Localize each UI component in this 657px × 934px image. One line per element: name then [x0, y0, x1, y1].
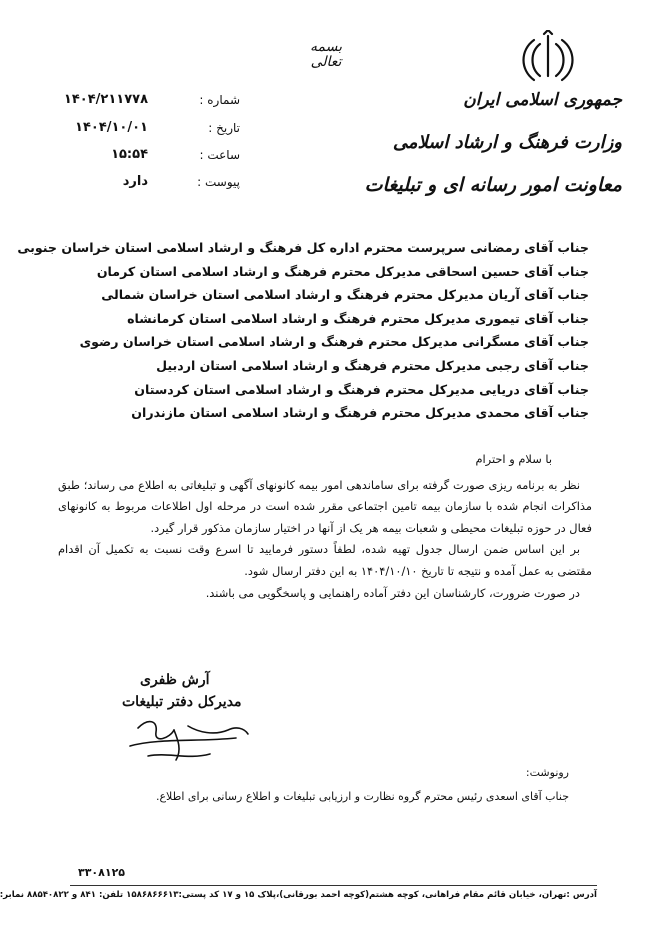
meta-date — [60, 121, 240, 141]
reference-number: ۳۳۰۸۱۲۵ — [78, 866, 125, 879]
recipient: جناب آقای تیموری مدیرکل محترم فرهنگ و ارشاد اسلامی استان کرمانشاه — [127, 310, 589, 326]
recipient: جناب آقای رمضانی سرپرست محترم اداره کل فرهنگ و ارشاد اسلامی استان خراسان جنوبی — [17, 240, 589, 255]
org-line-country: جمهوری اسلامی ایران — [463, 90, 622, 110]
recipient: جناب آقای حسین اسحاقی مدیرکل محترم فرهنگ و ارشاد اسلامی استان کرمان — [96, 263, 589, 279]
iran-emblem-icon — [510, 30, 586, 90]
footer-address: آدرس :تهران، خیابان قائم مقام فراهانی، کوچه هشتم(کوچه احمد بورقانی)،پلاک ۱۵ و ۱۷ کد پستی:۱۵۸۶۸۶۶۶۱۳ تلفن: ۸۴۱ و ۸۸۵۴۰۸۲۲ نمابر: — [0, 890, 597, 900]
paragraph: بر این اساس ضمن ارسال جدول تهیه شده، لطفاً دستور فرمایید تا اسرع وقت نسبت به تکمیل آن اقدام مقتضی به عمل آمده و نتیجه تا تاریخ ۱۴۰۴/۱۰/۱۰ به این دفتر ارسال شود. — [58, 542, 592, 578]
letter-body — [58, 449, 592, 604]
cc-recipient: جناب آقای اسعدی رئیس محترم گروه نظارت و ارزیابی تبلیغات و اطلاع رسانی برای اطلاع. — [156, 790, 569, 803]
footer-divider — [70, 885, 597, 886]
time-value: ۱۵:۵۴ — [111, 147, 148, 162]
paragraph: نظر به برنامه ریزی صورت گرفته برای ساماندهی امور بیمه کانونهای آگهی و تبلیغاتی به اطلاع می رساند؛ طبق مذاکرات انجام شده با سازمان بیمه تامین اجتماعی مقرر شده است در مرحله اول اطلاعات مربوط به کانونهای فعال در حوزه تبلیغات محیطی و شعبات بیمه هر یک از آنها در اختیار سازمان مذکور قرار گیرد. — [58, 477, 592, 535]
greeting: با سلام و احترام — [475, 452, 552, 466]
signatory-title: مدیرکل دفتر تبلیغات — [122, 694, 242, 710]
recipient: جناب آقای محمدی مدیرکل محترم فرهنگ و ارشاد اسلامی استان مازندران — [131, 405, 589, 421]
meta-attachment — [60, 175, 240, 195]
meta-time — [60, 148, 240, 168]
org-line-ministry: وزارت فرهنگ و ارشاد اسلامی — [392, 132, 622, 153]
number-value: ۱۴۰۴/۲۱۱۷۷۸ — [63, 92, 148, 107]
recipient: جناب آقای رجبی مدیرکل محترم فرهنگ و ارشاد اسلامی استان اردبیل — [156, 357, 589, 373]
org-line-deputy: معاونت امور رسانه ای و تبلیغات — [364, 174, 622, 196]
recipient: جناب آقای آریان مدیرکل محترم فرهنگ و ارشاد اسلامی استان خراسان شمالی — [101, 287, 589, 303]
recipient-list — [17, 236, 589, 425]
attachment-label: پیوست : — [197, 175, 240, 189]
signatory-name: آرش ظفری — [140, 672, 210, 688]
recipient: جناب آقای دریایی مدیرکل محترم فرهنگ و ارشاد اسلامی استان کردستان — [134, 381, 589, 397]
time-label: ساعت : — [199, 148, 240, 162]
date-label: تاریخ : — [208, 121, 240, 135]
number-label: شماره : — [199, 93, 240, 107]
date-value: ۱۴۰۴/۱۰/۰۱ — [75, 120, 148, 135]
basmala-heading: بسمه تعالی — [310, 39, 342, 70]
recipient: جناب آقای مسگرانی مدیرکل محترم فرهنگ و ارشاد اسلامی استان خراسان رضوی — [79, 334, 589, 350]
meta-number — [60, 93, 240, 113]
paragraph: در صورت ضرورت، کارشناسان این دفتر آماده راهنمایی و پاسخگویی می باشند. — [205, 585, 580, 600]
cc-label: رونوشت: — [525, 766, 569, 779]
attachment-value: دارد — [122, 174, 148, 189]
